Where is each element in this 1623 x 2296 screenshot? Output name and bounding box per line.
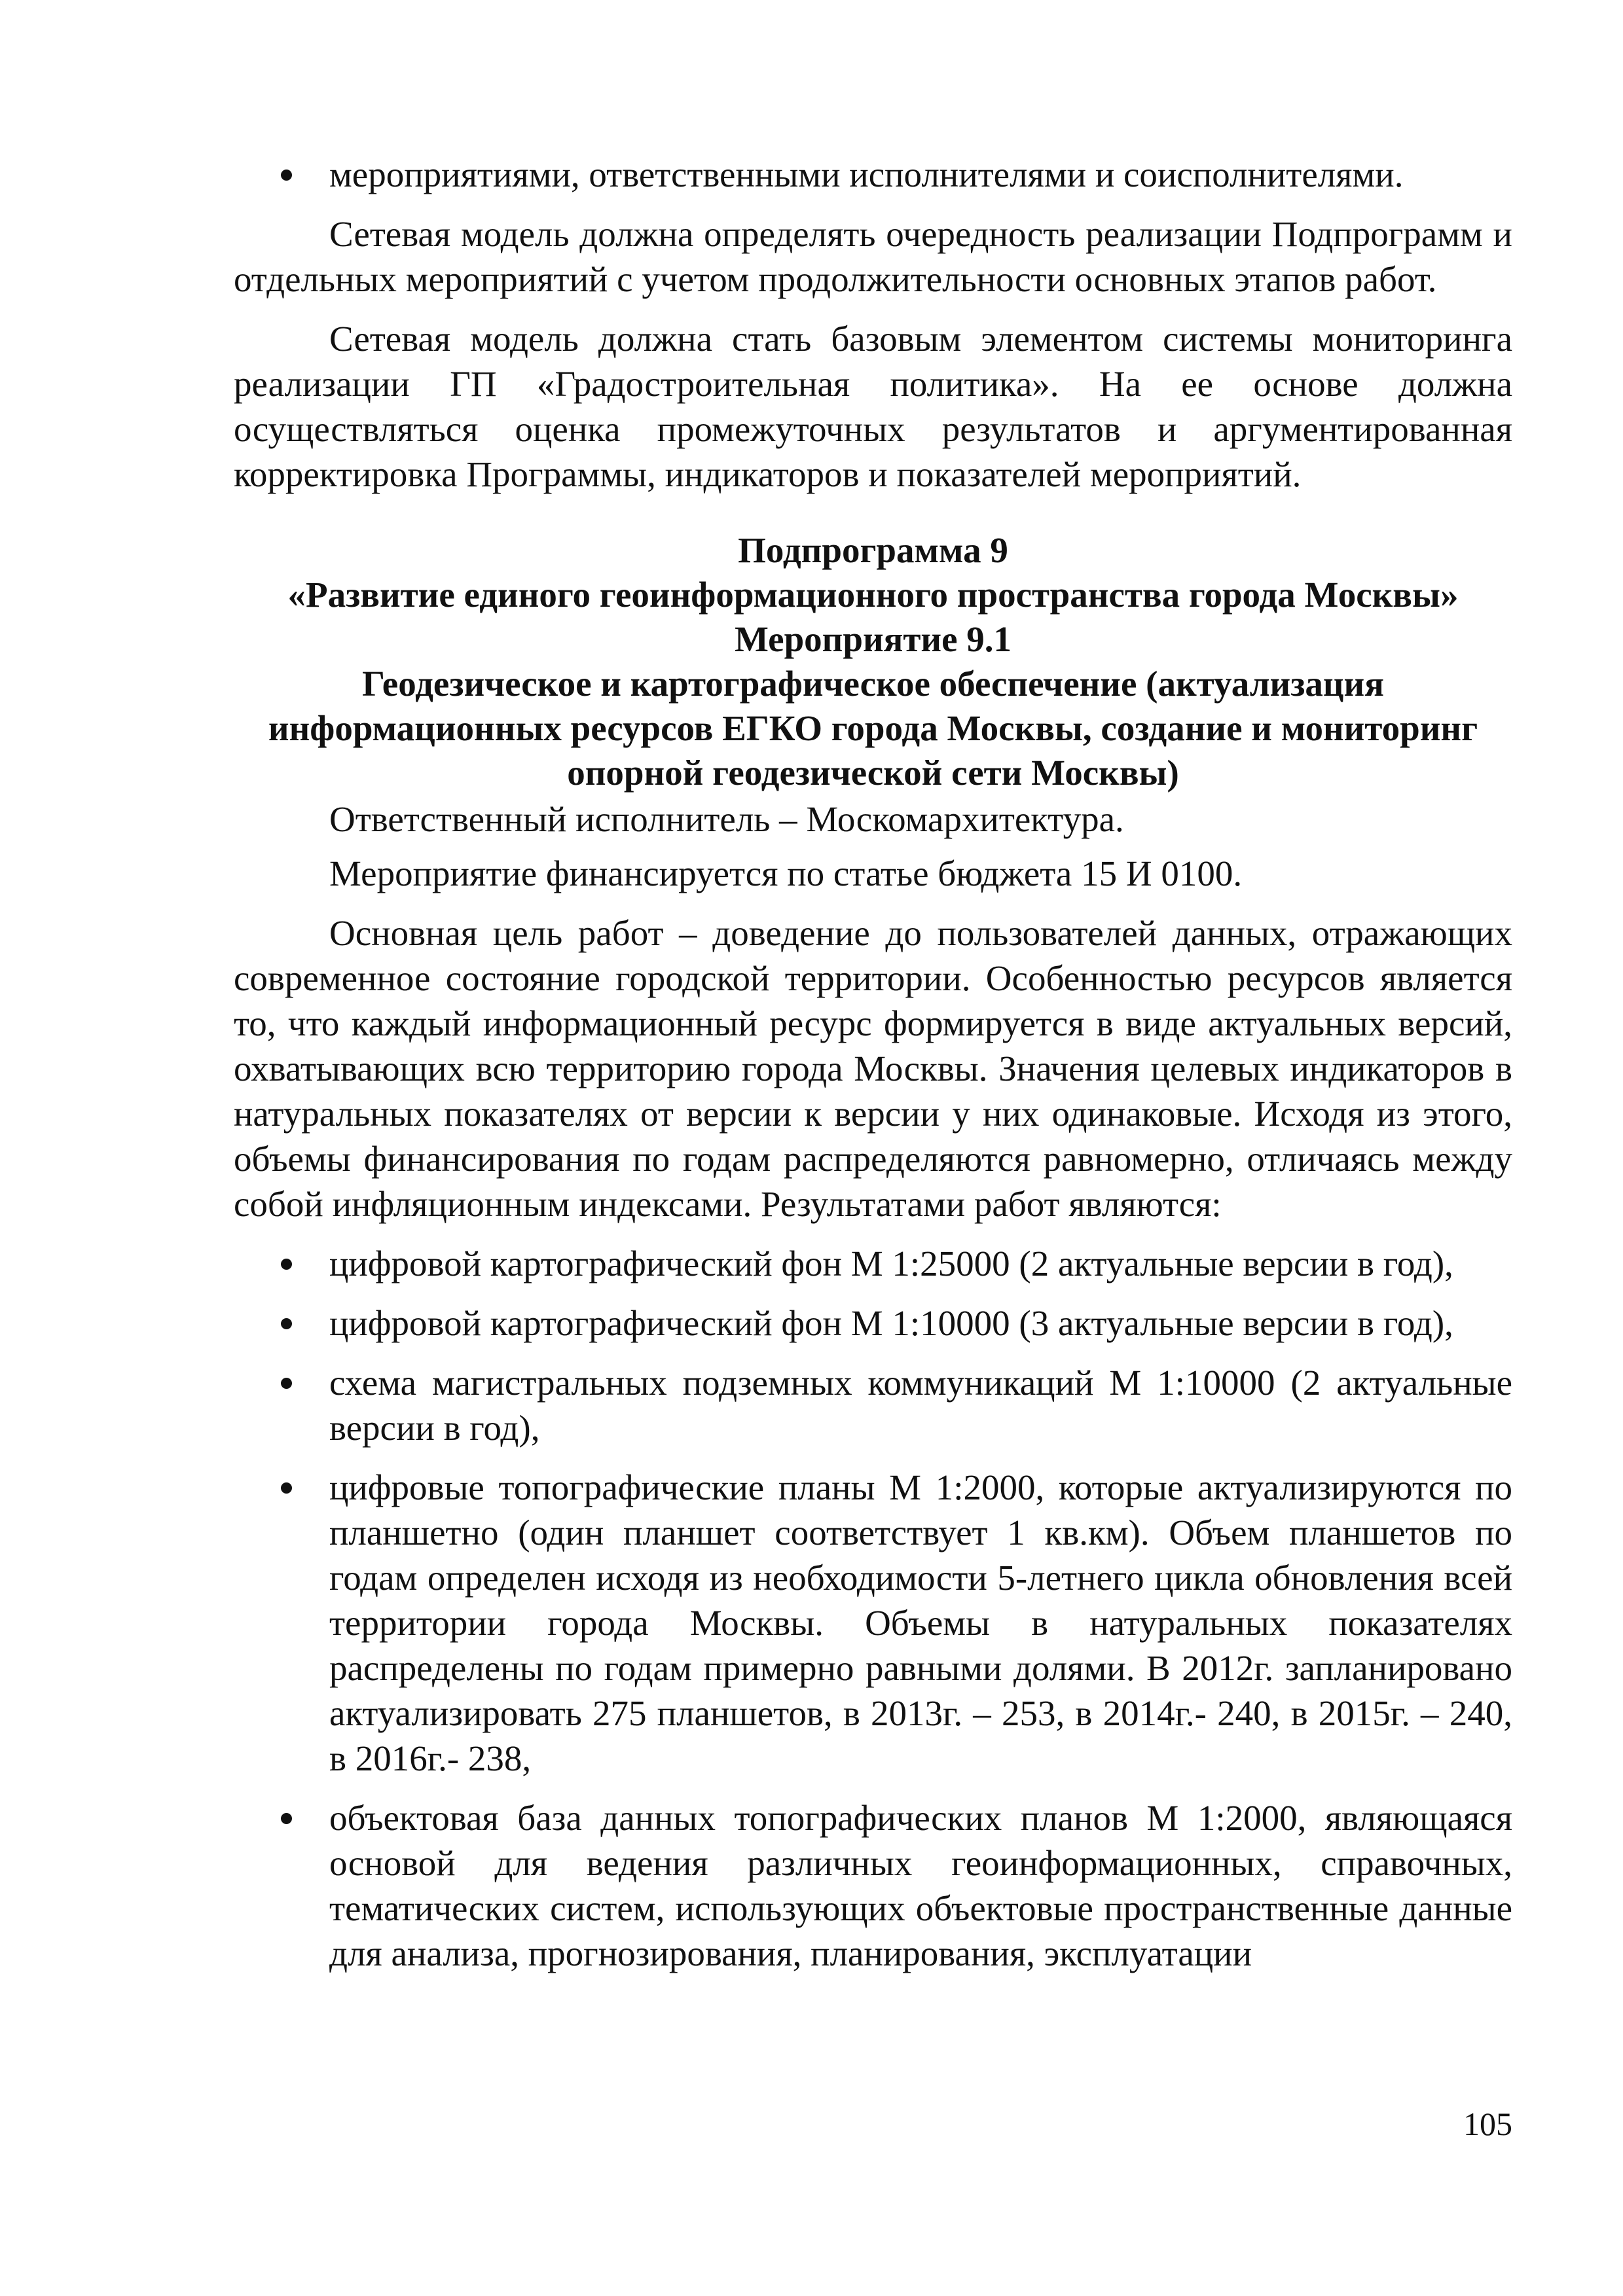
bullet-dot-icon: [281, 1318, 292, 1329]
bullet-dot-icon: [281, 1813, 292, 1824]
bullet-text: объектовая база данных топографических планов М 1:2000, являющаяся основой для ведения различных геоинформационных, справочных, тематических систем, использующих объектовые пространственные данные для анализа, прогнозирования, планирования, эксплуатации: [329, 1798, 1512, 1973]
bullet-text: цифровые топографические планы М 1:2000, которые актуализируются по планшетно (один планшет соответствует 1 кв.км). Объем планшетов по годам определен исходя из необходимости 5-летнего цикла обновления всей территории города Москвы. Объемы в натуральных показателях распределены по годам примерно равными долями. В 2012г. запланировано актуализировать 275 планшетов, в 2013г. – 253, в 2014г.- 240, в 2015г. – 240, в 2016г.- 238,: [329, 1467, 1512, 1778]
bullet-item: [234, 1300, 1512, 1346]
results-bullet-list: [234, 1241, 1512, 1976]
bullet-dot-icon: [281, 1259, 292, 1270]
bullet-text: мероприятиями, ответственными исполнителями и соисполнителями.: [329, 154, 1404, 194]
page-number: 105: [1463, 2106, 1512, 2142]
bullet-item: [234, 1465, 1512, 1781]
bullet-text: цифровой картографический фон М 1:10000 (3 актуальные версии в год),: [329, 1303, 1453, 1343]
bullet-item: [234, 152, 1512, 197]
subprogram-heading: Подпрограмма 9: [738, 530, 1008, 570]
section-heading: [234, 528, 1512, 795]
subprogram-title: «Развитие единого геоинформационного пространства города Москвы»: [287, 575, 1459, 615]
bullet-dot-icon: [281, 170, 292, 181]
bullet-text: цифровой картографический фон М 1:25000 (2 актуальные версии в год),: [329, 1244, 1453, 1283]
paragraph-network-model-order: Сетевая модель должна определять очередность реализации Подпрограмм и отдельных мероприятий с учетом продолжительности основных этапов работ.: [234, 214, 1512, 299]
bullet-dot-icon: [281, 1378, 292, 1389]
paragraph-network-model-monitoring: Сетевая модель должна стать базовым элементом системы мониторинга реализации ГП «Градостроительная политика». На ее основе должна осуществляться оценка промежуточных результатов и аргументированная корректировка Программы, индикаторов и показателей мероприятий.: [234, 319, 1512, 494]
document-page: [234, 152, 1512, 1990]
bullet-text: схема магистральных подземных коммуникаций М 1:10000 (2 актуальные версии в год),: [329, 1363, 1512, 1448]
bullet-item: [234, 1360, 1512, 1450]
activity-title: Геодезическое и картографическое обеспечение (актуализация информационных ресурсов ЕГКО города Москвы, создание и мониторинг опорной геодезической сети Москвы): [268, 664, 1478, 793]
activity-heading: Мероприятие 9.1: [734, 619, 1012, 659]
paragraph-funding: Мероприятие финансируется по статье бюджета 15 И 0100.: [329, 853, 1243, 893]
bullet-dot-icon: [281, 1482, 292, 1494]
top-bullet-list: [234, 152, 1512, 197]
paragraph-main-goal: Основная цель работ – доведение до пользователей данных, отражающих современное состояние городской территории. Особенностью ресурсов является то, что каждый информационный ресурс формируется в виде актуальных версий, охватывающих всю территорию города Москвы. Значения целевых индикаторов в натуральных показателях от версии к версии у них одинаковые. Исходя из этого, объемы финансирования по годам распределяются равномерно, отличаясь между собой инфляционным индексами. Результатами работ являются:: [234, 913, 1512, 1224]
bullet-item: [234, 1795, 1512, 1976]
paragraph-responsible: Ответственный исполнитель – Москомархитектура.: [329, 799, 1124, 839]
bullet-item: [234, 1241, 1512, 1286]
